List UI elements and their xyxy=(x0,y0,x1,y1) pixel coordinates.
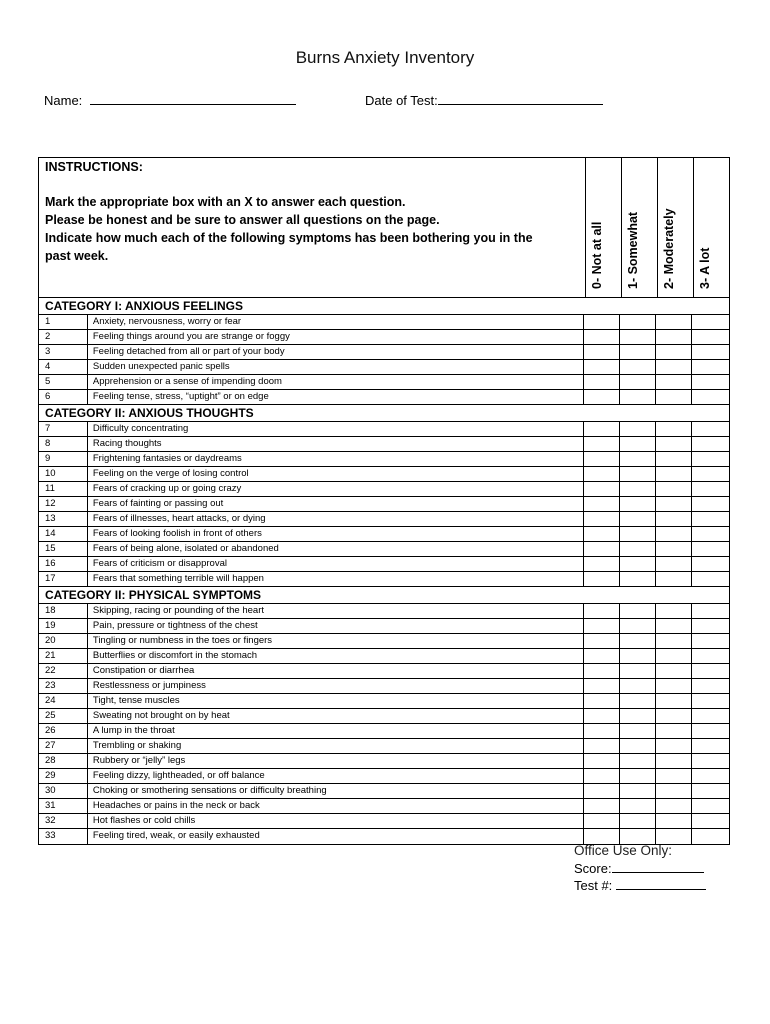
scale-header-0 xyxy=(585,158,621,297)
score-blank-line[interactable] xyxy=(612,860,704,873)
question-row xyxy=(39,452,729,467)
answer-box-3[interactable] xyxy=(692,437,729,451)
question-row xyxy=(39,709,729,724)
answer-box-0[interactable] xyxy=(584,679,620,693)
answer-box-1[interactable] xyxy=(620,512,656,526)
answer-box-2[interactable] xyxy=(656,422,692,436)
answer-box-3[interactable] xyxy=(692,814,729,828)
question-row xyxy=(39,679,729,694)
answer-box-1[interactable] xyxy=(620,330,656,344)
answer-box-1[interactable] xyxy=(620,572,656,586)
answer-box-1[interactable] xyxy=(620,315,656,329)
answer-box-3[interactable] xyxy=(692,527,729,541)
answer-box-0[interactable] xyxy=(584,619,620,633)
question-number: 24 xyxy=(39,694,88,708)
question-number: 1 xyxy=(39,315,88,329)
answer-box-1[interactable] xyxy=(620,739,656,753)
category-heading: CATEGORY II: PHYSICAL SYMPTOMS xyxy=(39,587,729,604)
answer-box-2[interactable] xyxy=(656,330,692,344)
question-row xyxy=(39,360,729,375)
question-text: Fears of fainting or passing out xyxy=(88,497,585,511)
question-number: 20 xyxy=(39,634,88,648)
question-text: Butterflies or discomfort in the stomach xyxy=(88,649,585,663)
answer-box-0[interactable] xyxy=(584,497,620,511)
question-number: 17 xyxy=(39,572,88,586)
answer-box-3[interactable] xyxy=(692,619,729,633)
answer-box-0[interactable] xyxy=(584,572,620,586)
category-heading: CATEGORY I: ANXIOUS FEELINGS xyxy=(39,298,729,315)
answer-box-3[interactable] xyxy=(692,512,729,526)
answer-box-2[interactable] xyxy=(656,467,692,481)
question-text: A lump in the throat xyxy=(88,724,585,738)
question-text: Fears of illnesses, heart attacks, or dying xyxy=(88,512,585,526)
answer-box-2[interactable] xyxy=(656,604,692,618)
question-number: 19 xyxy=(39,619,88,633)
office-use-heading: Office Use Only: xyxy=(574,843,673,858)
answer-box-1[interactable] xyxy=(620,557,656,571)
answer-box-1[interactable] xyxy=(620,422,656,436)
answer-box-1[interactable] xyxy=(620,604,656,618)
question-number: 14 xyxy=(39,527,88,541)
answer-box-2[interactable] xyxy=(656,512,692,526)
answer-box-1[interactable] xyxy=(620,799,656,813)
name-label: Name: xyxy=(44,93,83,108)
question-text: Hot flashes or cold chills xyxy=(88,814,585,828)
answer-box-0[interactable] xyxy=(584,814,620,828)
question-number: 10 xyxy=(39,467,88,481)
instruction-line: Please be honest and be sure to answer all questions on the page. xyxy=(45,213,440,227)
question-number: 29 xyxy=(39,769,88,783)
question-row xyxy=(39,694,729,709)
date-label: Date of Test: xyxy=(365,93,438,108)
answer-box-0[interactable] xyxy=(584,739,620,753)
question-text: Fears of looking foolish in front of others xyxy=(88,527,585,541)
answer-box-3[interactable] xyxy=(692,649,729,663)
question-row xyxy=(39,422,729,437)
question-number: 15 xyxy=(39,542,88,556)
instruction-line: Mark the appropriate box with an X to answer each question. xyxy=(45,195,406,209)
question-row xyxy=(39,814,729,829)
instructions-heading: INSTRUCTIONS: xyxy=(45,160,143,174)
answer-box-1[interactable] xyxy=(620,482,656,496)
question-row xyxy=(39,375,729,390)
question-row xyxy=(39,784,729,799)
question-number: 8 xyxy=(39,437,88,451)
answer-box-1[interactable] xyxy=(620,527,656,541)
question-row xyxy=(39,482,729,497)
question-number: 21 xyxy=(39,649,88,663)
answer-box-2[interactable] xyxy=(656,542,692,556)
answer-box-0[interactable] xyxy=(584,784,620,798)
answer-box-0[interactable] xyxy=(584,664,620,678)
instructions-text xyxy=(45,193,565,265)
answer-box-3[interactable] xyxy=(692,557,729,571)
answer-box-0[interactable] xyxy=(584,557,620,571)
answer-box-2[interactable] xyxy=(656,497,692,511)
answer-box-3[interactable] xyxy=(692,572,729,586)
answer-box-1[interactable] xyxy=(620,724,656,738)
name-field-row xyxy=(44,92,296,108)
answer-box-1[interactable] xyxy=(620,664,656,678)
answer-box-2[interactable] xyxy=(656,634,692,648)
question-text: Sweating not brought on by heat xyxy=(88,709,585,723)
question-number: 12 xyxy=(39,497,88,511)
answer-box-2[interactable] xyxy=(656,375,692,389)
question-number: 9 xyxy=(39,452,88,466)
answer-box-1[interactable] xyxy=(620,360,656,374)
question-text: Feeling tired, weak, or easily exhausted xyxy=(88,829,585,844)
question-number: 28 xyxy=(39,754,88,768)
answer-box-3[interactable] xyxy=(692,422,729,436)
question-row xyxy=(39,754,729,769)
scale-header-2 xyxy=(657,158,693,297)
answer-box-1[interactable] xyxy=(620,634,656,648)
answer-box-3[interactable] xyxy=(692,315,729,329)
question-text: Fears of being alone, isolated or abandoned xyxy=(88,542,585,556)
question-number: 32 xyxy=(39,814,88,828)
answer-box-1[interactable] xyxy=(620,784,656,798)
question-text: Racing thoughts xyxy=(88,437,585,451)
answer-box-2[interactable] xyxy=(656,527,692,541)
question-text: Headaches or pains in the neck or back xyxy=(88,799,585,813)
question-text: Fears that something terrible will happen xyxy=(88,572,585,586)
answer-box-2[interactable] xyxy=(656,799,692,813)
answer-box-0[interactable] xyxy=(584,452,620,466)
question-text: Feeling on the verge of losing control xyxy=(88,467,585,481)
question-number: 6 xyxy=(39,390,88,404)
question-text: Choking or smothering sensations or difficulty breathing xyxy=(88,784,585,798)
answer-box-3[interactable] xyxy=(692,360,729,374)
scale-header-1 xyxy=(621,158,657,297)
question-text: Rubbery or “jelly” legs xyxy=(88,754,585,768)
instruction-line: Indicate how much each of the following symptoms has been bothering you in the xyxy=(45,231,533,245)
answer-box-1[interactable] xyxy=(620,754,656,768)
answer-box-2[interactable] xyxy=(656,649,692,663)
question-text: Pain, pressure or tightness of the chest xyxy=(88,619,585,633)
date-blank-line[interactable] xyxy=(438,92,603,105)
answer-box-3[interactable] xyxy=(692,452,729,466)
question-number: 31 xyxy=(39,799,88,813)
question-number: 13 xyxy=(39,512,88,526)
question-number: 11 xyxy=(39,482,88,496)
question-row xyxy=(39,390,729,405)
answer-box-3[interactable] xyxy=(692,375,729,389)
answer-box-2[interactable] xyxy=(656,360,692,374)
test-number-row xyxy=(574,877,706,895)
question-row xyxy=(39,799,729,814)
answer-box-2[interactable] xyxy=(656,694,692,708)
answer-box-2[interactable] xyxy=(656,769,692,783)
question-number: 2 xyxy=(39,330,88,344)
answer-box-2[interactable] xyxy=(656,390,692,404)
answer-box-2[interactable] xyxy=(656,557,692,571)
answer-box-1[interactable] xyxy=(620,390,656,404)
answer-box-3[interactable] xyxy=(692,799,729,813)
question-row xyxy=(39,619,729,634)
answer-box-0[interactable] xyxy=(584,360,620,374)
answer-box-0[interactable] xyxy=(584,709,620,723)
question-text: Feeling detached from all or part of your body xyxy=(88,345,585,359)
question-number: 25 xyxy=(39,709,88,723)
question-number: 22 xyxy=(39,664,88,678)
answer-box-0[interactable] xyxy=(584,527,620,541)
answer-box-1[interactable] xyxy=(620,694,656,708)
score-label: Score: xyxy=(574,860,612,876)
answer-box-3[interactable] xyxy=(692,754,729,768)
answer-box-2[interactable] xyxy=(656,437,692,451)
answer-box-2[interactable] xyxy=(656,709,692,723)
question-row xyxy=(39,542,729,557)
scale-label: 1- Somewhat xyxy=(626,211,640,289)
question-text: Frightening fantasies or daydreams xyxy=(88,452,585,466)
answer-box-3[interactable] xyxy=(692,709,729,723)
answer-box-3[interactable] xyxy=(692,482,729,496)
question-row xyxy=(39,437,729,452)
answer-box-0[interactable] xyxy=(584,437,620,451)
question-number: 30 xyxy=(39,784,88,798)
question-text: Tight, tense muscles xyxy=(88,694,585,708)
answer-box-1[interactable] xyxy=(620,679,656,693)
answer-box-3[interactable] xyxy=(692,345,729,359)
question-text: Difficulty concentrating xyxy=(88,422,585,436)
answer-box-1[interactable] xyxy=(620,619,656,633)
question-number: 7 xyxy=(39,422,88,436)
instruction-line: past week. xyxy=(45,249,109,263)
answer-box-3[interactable] xyxy=(692,769,729,783)
question-number: 26 xyxy=(39,724,88,738)
answer-box-0[interactable] xyxy=(584,694,620,708)
answer-box-2[interactable] xyxy=(656,754,692,768)
answer-box-2[interactable] xyxy=(656,482,692,496)
answer-box-0[interactable] xyxy=(584,634,620,648)
question-text: Skipping, racing or pounding of the heart xyxy=(88,604,585,618)
answer-box-2[interactable] xyxy=(656,452,692,466)
question-row xyxy=(39,345,729,360)
answer-box-1[interactable] xyxy=(620,467,656,481)
question-row xyxy=(39,724,729,739)
answer-box-0[interactable] xyxy=(584,649,620,663)
answer-box-0[interactable] xyxy=(584,769,620,783)
answer-box-3[interactable] xyxy=(692,497,729,511)
question-text: Feeling things around you are strange or foggy xyxy=(88,330,585,344)
question-text: Feeling dizzy, lightheaded, or off balance xyxy=(88,769,585,783)
answer-box-1[interactable] xyxy=(620,437,656,451)
question-row xyxy=(39,512,729,527)
answer-box-1[interactable] xyxy=(620,497,656,511)
question-row xyxy=(39,572,729,587)
answer-box-3[interactable] xyxy=(692,664,729,678)
question-row xyxy=(39,664,729,679)
score-row xyxy=(574,860,706,878)
answer-box-2[interactable] xyxy=(656,784,692,798)
question-text: Trembling or shaking xyxy=(88,739,585,753)
answer-box-3[interactable] xyxy=(692,679,729,693)
name-blank-line[interactable] xyxy=(90,92,296,105)
answer-box-2[interactable] xyxy=(656,315,692,329)
question-text: Fears of criticism or disapproval xyxy=(88,557,585,571)
inventory-form xyxy=(38,157,730,845)
scale-header-3 xyxy=(693,158,729,297)
answer-box-0[interactable] xyxy=(584,390,620,404)
answer-box-3[interactable] xyxy=(692,542,729,556)
answer-box-0[interactable] xyxy=(584,375,620,389)
question-row xyxy=(39,739,729,754)
question-row xyxy=(39,634,729,649)
question-row xyxy=(39,527,729,542)
test-number-label: Test #: xyxy=(574,878,613,893)
question-rows xyxy=(39,298,729,844)
answer-box-2[interactable] xyxy=(656,619,692,633)
question-number: 16 xyxy=(39,557,88,571)
office-use-section xyxy=(574,842,706,895)
question-row xyxy=(39,315,729,330)
date-field-row xyxy=(365,92,603,108)
question-number: 18 xyxy=(39,604,88,618)
answer-box-1[interactable] xyxy=(620,345,656,359)
question-number: 27 xyxy=(39,739,88,753)
question-row xyxy=(39,497,729,512)
answer-box-3[interactable] xyxy=(692,604,729,618)
question-row xyxy=(39,649,729,664)
question-number: 23 xyxy=(39,679,88,693)
question-text: Constipation or diarrhea xyxy=(88,664,585,678)
answer-box-0[interactable] xyxy=(584,724,620,738)
scale-label: 3- A lot xyxy=(698,247,712,289)
answer-box-0[interactable] xyxy=(584,330,620,344)
question-number: 4 xyxy=(39,360,88,374)
answer-box-0[interactable] xyxy=(584,512,620,526)
answer-box-0[interactable] xyxy=(584,482,620,496)
answer-box-2[interactable] xyxy=(656,739,692,753)
answer-box-3[interactable] xyxy=(692,390,729,404)
answer-box-1[interactable] xyxy=(620,542,656,556)
answer-box-3[interactable] xyxy=(692,694,729,708)
answer-box-2[interactable] xyxy=(656,724,692,738)
answer-box-1[interactable] xyxy=(620,452,656,466)
answer-box-3[interactable] xyxy=(692,634,729,648)
question-number: 33 xyxy=(39,829,88,844)
question-row xyxy=(39,604,729,619)
answer-box-2[interactable] xyxy=(656,345,692,359)
test-number-blank-line[interactable] xyxy=(616,877,706,890)
answer-box-3[interactable] xyxy=(692,739,729,753)
answer-box-2[interactable] xyxy=(656,679,692,693)
answer-box-3[interactable] xyxy=(692,330,729,344)
answer-box-3[interactable] xyxy=(692,784,729,798)
answer-box-0[interactable] xyxy=(584,604,620,618)
question-text: Tingling or numbness in the toes or fingers xyxy=(88,634,585,648)
answer-box-1[interactable] xyxy=(620,649,656,663)
scale-label: 2- Moderately xyxy=(662,208,676,289)
answer-box-0[interactable] xyxy=(584,542,620,556)
page-title: Burns Anxiety Inventory xyxy=(295,48,475,67)
answer-box-2[interactable] xyxy=(656,572,692,586)
question-row xyxy=(39,330,729,345)
answer-box-3[interactable] xyxy=(692,467,729,481)
answer-box-1[interactable] xyxy=(620,375,656,389)
answer-box-0[interactable] xyxy=(584,422,620,436)
answer-box-0[interactable] xyxy=(584,799,620,813)
category-heading: CATEGORY II: ANXIOUS THOUGHTS xyxy=(39,405,729,422)
question-text: Apprehension or a sense of impending doom xyxy=(88,375,585,389)
answer-box-2[interactable] xyxy=(656,814,692,828)
answer-box-2[interactable] xyxy=(656,664,692,678)
question-row xyxy=(39,557,729,572)
question-row xyxy=(39,769,729,784)
question-text: Anxiety, nervousness, worry or fear xyxy=(88,315,585,329)
answer-box-0[interactable] xyxy=(584,345,620,359)
question-text: Fears of cracking up or going crazy xyxy=(88,482,585,496)
question-number: 5 xyxy=(39,375,88,389)
answer-box-1[interactable] xyxy=(620,769,656,783)
question-text: Sudden unexpected panic spells xyxy=(88,360,585,374)
answer-box-0[interactable] xyxy=(584,315,620,329)
scale-label: 0- Not at all xyxy=(590,221,604,289)
question-row xyxy=(39,467,729,482)
answer-box-0[interactable] xyxy=(584,754,620,768)
answer-box-3[interactable] xyxy=(692,724,729,738)
instructions-section xyxy=(39,158,729,298)
question-text: Feeling tense, stress, “uptight” or on edge xyxy=(88,390,585,404)
answer-box-1[interactable] xyxy=(620,814,656,828)
answer-box-0[interactable] xyxy=(584,467,620,481)
answer-box-1[interactable] xyxy=(620,709,656,723)
question-number: 3 xyxy=(39,345,88,359)
question-text: Restlessness or jumpiness xyxy=(88,679,585,693)
